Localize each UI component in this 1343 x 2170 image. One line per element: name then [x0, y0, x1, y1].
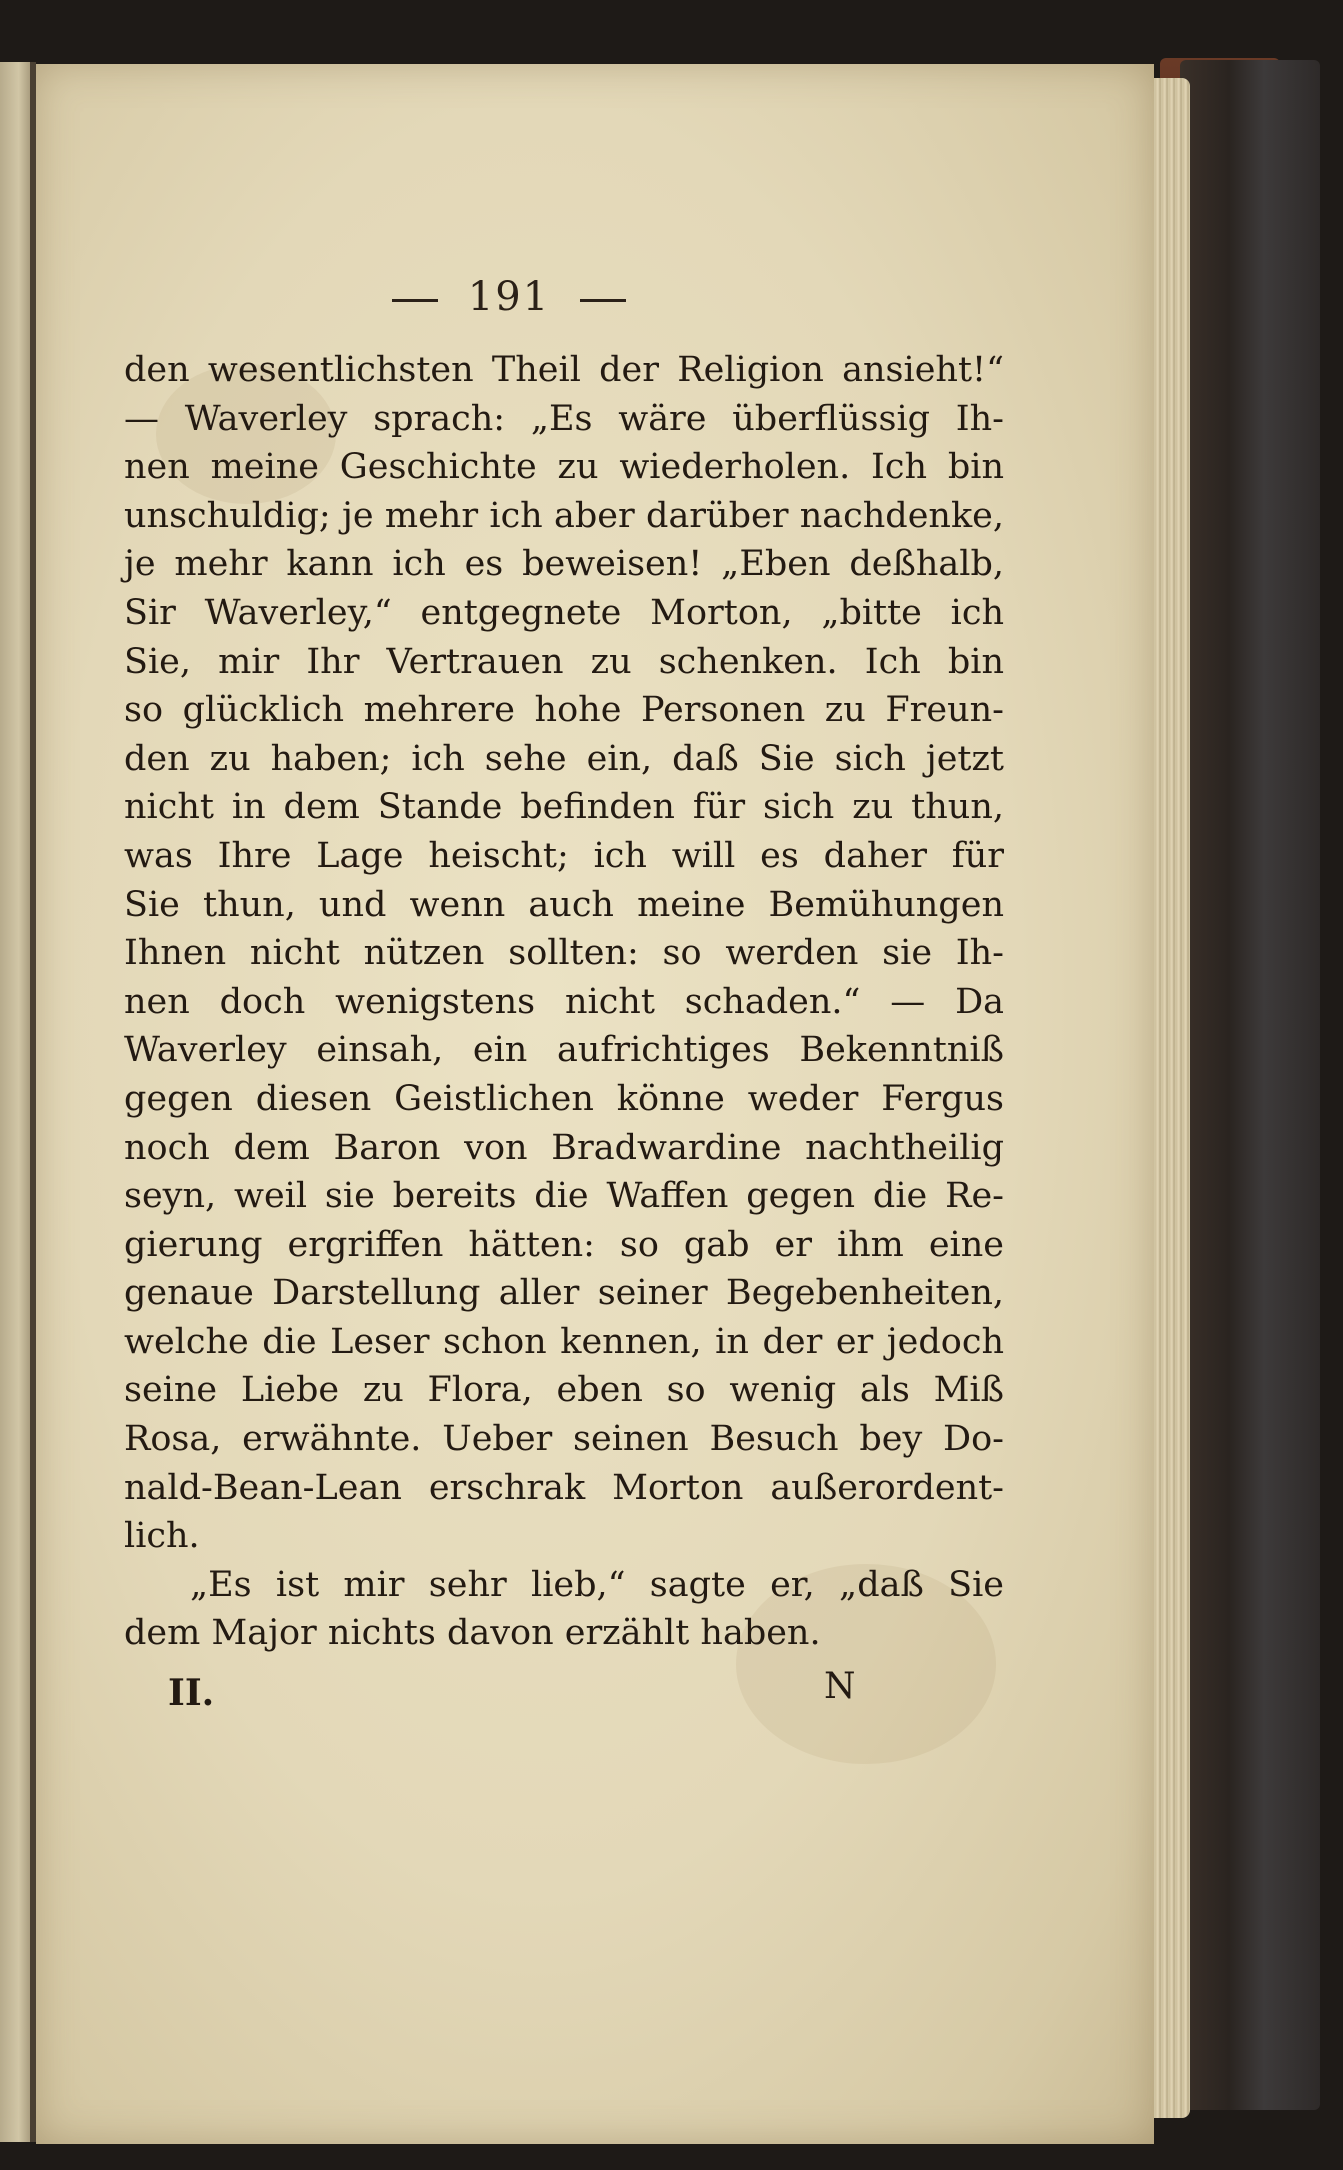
text-line: seyn, weil sie bereits die Waffen gegen die Re-: [124, 1176, 1004, 1217]
text-line: Waverley einsah, ein aufrichtiges Bekenntniß: [124, 1030, 1004, 1071]
running-head: [124, 274, 1004, 320]
book-cover-board: [1180, 60, 1320, 2110]
text-line: den wesentlichsten Theil der Religion ansieht!“: [124, 350, 1004, 390]
text-line: nen doch wenigstens nicht schaden.“ — Da: [124, 981, 1004, 1022]
dash-right: [580, 299, 626, 302]
text-line: Rosa, erwähnte. Ueber seinen Besuch bey Do-: [124, 1419, 1004, 1460]
book-page: [36, 64, 1154, 2144]
text-line: gegen diesen Geistlichen könne weder Fergus: [124, 1078, 1004, 1119]
text-line: welche die Leser schon kennen, in der er jedoch: [124, 1321, 1004, 1362]
text-line: noch dem Baron von Bradwardine nachtheilig: [124, 1127, 1004, 1168]
text-line: „Es ist mir sehr lieb,“ sagte er, „daß Sie: [190, 1564, 1004, 1605]
text-line: je mehr kann ich es beweisen! „Eben deßhalb,: [124, 544, 1004, 585]
text-line: seine Liebe zu Flora, eben so wenig als Miß: [124, 1370, 1004, 1411]
page-number: 191: [467, 274, 551, 320]
body-text: [124, 346, 1004, 1658]
facing-page-edge: [0, 62, 34, 2142]
text-line: Sie thun, und wenn auch meine Bemühungen: [124, 884, 1004, 925]
text-line: unschuldig; je mehr ich aber darüber nachdenke,: [124, 495, 1004, 536]
text-line: nen meine Geschichte zu wiederholen. Ich bin: [124, 447, 1004, 488]
text-line: genaue Darstellung aller seiner Begebenheiten,: [124, 1273, 1004, 1314]
text-line: so glücklich mehrere hohe Personen zu Freun-: [124, 690, 1004, 731]
page-footer: [124, 1668, 1004, 1724]
text-line: was Ihre Lage heischt; ich will es daher für: [124, 835, 1004, 876]
text-line: Sie, mir Ihr Vertrauen zu schenken. Ich bin: [124, 641, 1004, 682]
catchword: N: [824, 1666, 856, 1708]
text-line: nicht in dem Stande befinden für sich zu thun,: [124, 787, 1004, 828]
text-line: lich.: [124, 1516, 200, 1557]
text-line: gierung ergriffen hätten: so gab er ihm eine: [124, 1224, 1004, 1265]
text-line: Ihnen nicht nützen sollten: so werden sie Ih-: [124, 933, 1004, 974]
text-line: den zu haben; ich sehe ein, daß Sie sich jetzt: [124, 738, 1004, 779]
page-content: [124, 274, 1004, 1724]
signature-mark: II.: [168, 1672, 215, 1715]
text-line: dem Major nichts davon erzählt haben.: [124, 1613, 821, 1654]
text-line: Sir Waverley,“ entgegnete Morton, „bitte ich: [124, 592, 1004, 633]
text-line: — Waverley sprach: „Es wäre überflüssig Ih-: [124, 398, 1004, 439]
text-line: nald-Bean-Lean erschrak Morton außerordent-: [124, 1467, 1004, 1508]
dash-left: [392, 299, 438, 302]
